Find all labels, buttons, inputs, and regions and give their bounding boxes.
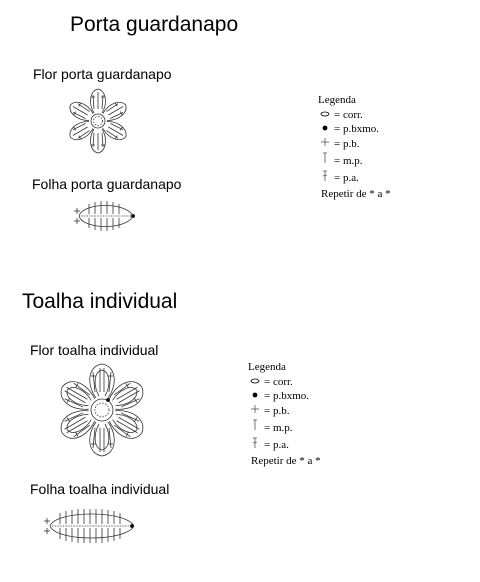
legend-text: = m.p. <box>334 154 363 167</box>
flower-diagram-large <box>52 360 152 460</box>
chain-icon <box>248 375 262 390</box>
single-crochet-icon <box>318 137 332 153</box>
legend-row-single-crochet <box>318 137 391 153</box>
legend-text: = p.a. <box>334 172 359 184</box>
legend-text: = m.p. <box>264 421 293 434</box>
slip-stitch-icon <box>248 389 262 404</box>
flower-diagram-small <box>63 86 133 156</box>
legend-title: Legenda <box>248 361 286 373</box>
legend-toalha-individual <box>248 360 321 469</box>
legend-repeat-note: Repetir de * a * <box>251 455 321 467</box>
legend-row-chain <box>318 108 391 123</box>
slip-stitch-icon <box>318 122 332 137</box>
legend-repeat-note: Repetir de * a * <box>321 188 391 200</box>
single-crochet-icon <box>248 404 262 420</box>
leaf-label: Folha toalha individual <box>30 481 170 497</box>
legend-title: Legenda <box>318 94 356 106</box>
leaf-diagram-small <box>71 196 141 236</box>
legend-porta-guardanapo <box>318 93 391 202</box>
leaf-label: Folha porta guardanapo <box>32 176 182 192</box>
legend-row-half-double-crochet <box>248 419 321 437</box>
legend-row-double-crochet <box>248 437 321 455</box>
legend-text: = p.bxmo. <box>264 390 310 402</box>
legend-text: = p.b. <box>334 138 360 150</box>
legend-text: = p.bxmo. <box>334 123 380 135</box>
legend-row-double-crochet <box>318 170 391 188</box>
flower-label: Flor toalha individual <box>30 342 159 358</box>
legend-text: = corr. <box>264 375 293 388</box>
legend-row-chain <box>248 375 321 390</box>
legend-row-single-crochet <box>248 404 321 420</box>
legend-row-slip-stitch <box>248 389 321 404</box>
legend-row-slip-stitch <box>318 122 391 137</box>
chain-icon <box>318 108 332 123</box>
half-double-crochet-icon <box>248 419 262 437</box>
section-title-porta-guardanapo: Porta guardanapo <box>70 13 239 36</box>
legend-text: = corr. <box>334 108 363 121</box>
legend-text: = p.a. <box>264 439 289 451</box>
double-crochet-icon <box>248 437 262 455</box>
leaf-diagram-large <box>42 504 142 548</box>
section-title-toalha-individual: Toalha individual <box>22 290 178 313</box>
double-crochet-icon <box>318 170 332 188</box>
flower-label: Flor porta guardanapo <box>33 66 172 82</box>
legend-text: = p.b. <box>264 405 290 417</box>
legend-row-half-double-crochet <box>318 152 391 170</box>
half-double-crochet-icon <box>318 152 332 170</box>
